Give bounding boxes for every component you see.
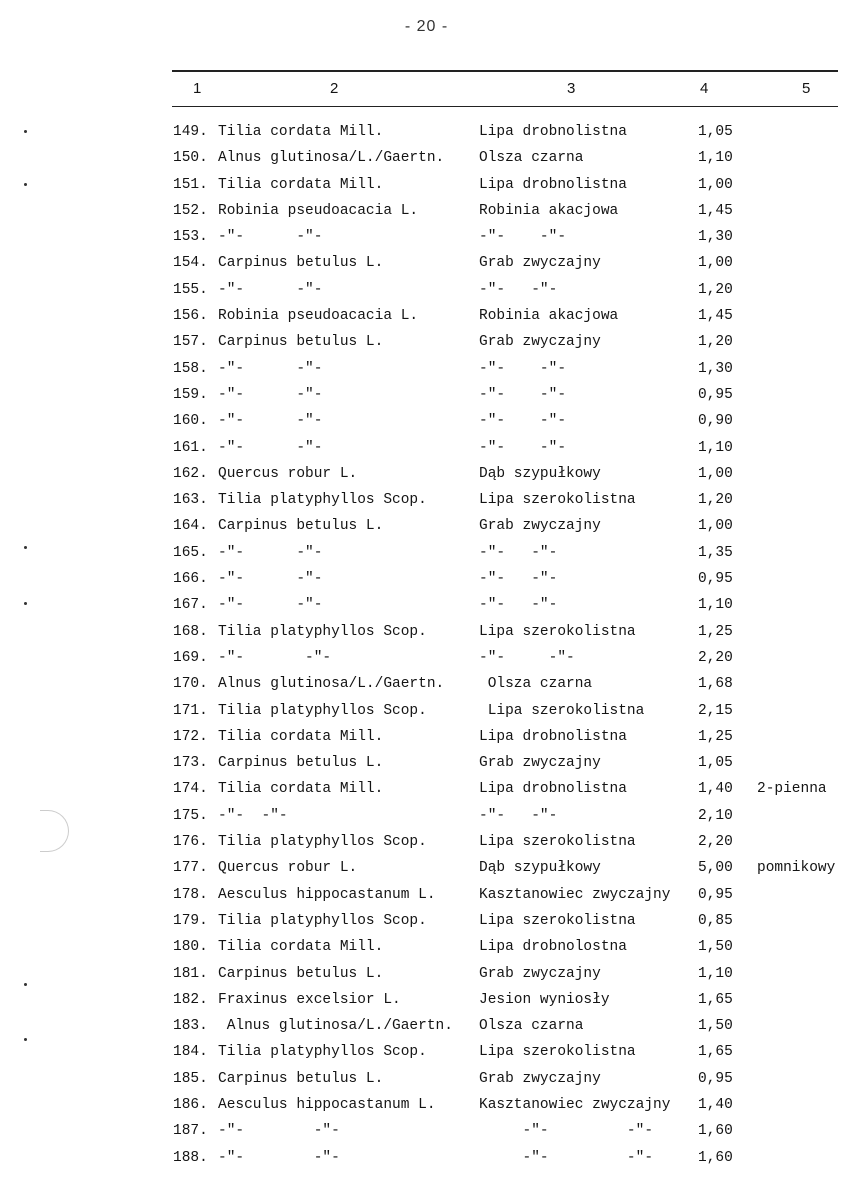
measurement-value: 1,40	[698, 1096, 733, 1113]
measurement-value: 2,20	[698, 649, 733, 666]
polish-name: Grab zwyczajny	[479, 965, 601, 982]
column-header-4: 4	[700, 80, 709, 97]
table-row	[0, 513, 853, 539]
measurement-value: 2,15	[698, 702, 733, 719]
table-row	[0, 435, 853, 461]
margin-mark	[24, 602, 27, 605]
latin-name: Tilia cordata Mill.	[218, 728, 384, 745]
table-row	[0, 119, 853, 145]
measurement-value: 0,95	[698, 886, 733, 903]
latin-name: Tilia cordata Mill.	[218, 781, 384, 798]
column-header-5: 5	[802, 80, 811, 97]
latin-name: Robinia pseudoacacia L.	[218, 308, 419, 325]
latin-name: Carpinus betulus L.	[218, 965, 384, 982]
polish-name: Robinia akacjowa	[479, 202, 619, 219]
row-number: 160.	[173, 413, 208, 430]
table-row	[0, 961, 853, 987]
polish-name: Kasztanowiec zwyczajny	[479, 1096, 671, 1113]
measurement-value: 1,30	[698, 360, 733, 377]
latin-name: Alnus glutinosa/L./Gaertn.	[218, 1018, 453, 1035]
row-number: 161.	[173, 439, 208, 456]
table-row	[0, 461, 853, 487]
measurement-value: 1,50	[698, 1018, 733, 1035]
row-number: 172.	[173, 728, 208, 745]
polish-name: -"- -"-	[479, 281, 558, 298]
table-row	[0, 224, 853, 250]
polish-name: -"- -"-	[479, 544, 558, 561]
row-note: pomnikowy	[757, 860, 836, 877]
table-row	[0, 1013, 853, 1039]
table-header	[0, 80, 853, 100]
measurement-value: 1,50	[698, 939, 733, 956]
row-number: 181.	[173, 965, 208, 982]
table-row	[0, 277, 853, 303]
row-number: 165.	[173, 544, 208, 561]
row-number: 177.	[173, 860, 208, 877]
row-number: 166.	[173, 571, 208, 588]
measurement-value: 0,90	[698, 413, 733, 430]
table-row	[0, 1145, 853, 1171]
row-number: 152.	[173, 202, 208, 219]
table-row	[0, 908, 853, 934]
row-number: 153.	[173, 229, 208, 246]
latin-name: -"- -"-	[218, 413, 323, 430]
latin-name: Tilia platyphyllos Scop.	[218, 834, 427, 851]
polish-name: -"- -"-	[479, 1123, 654, 1140]
measurement-value: 1,10	[698, 965, 733, 982]
margin-mark	[24, 183, 27, 186]
polish-name: -"- -"-	[479, 597, 558, 614]
margin-mark	[24, 130, 27, 133]
table-row	[0, 172, 853, 198]
row-number: 169.	[173, 649, 208, 666]
latin-name: Robinia pseudoacacia L.	[218, 202, 419, 219]
latin-name: -"- -"-	[218, 360, 323, 377]
row-number: 151.	[173, 176, 208, 193]
measurement-value: 2,20	[698, 834, 733, 851]
row-number: 154.	[173, 255, 208, 272]
latin-name: Tilia cordata Mill.	[218, 176, 384, 193]
row-note: 2-pienna	[757, 781, 827, 798]
measurement-value: 1,10	[698, 597, 733, 614]
polish-name: Grab zwyczajny	[479, 755, 601, 772]
polish-name: Lipa szerokolistna	[479, 492, 636, 509]
row-number: 182.	[173, 991, 208, 1008]
table-row	[0, 934, 853, 960]
table-row	[0, 724, 853, 750]
latin-name: Alnus glutinosa/L./Gaertn.	[218, 150, 445, 167]
table-row	[0, 987, 853, 1013]
latin-name: -"- -"-	[218, 281, 323, 298]
latin-name: Tilia cordata Mill.	[218, 939, 384, 956]
latin-name: Tilia cordata Mill.	[218, 124, 384, 140]
polish-name: -"- -"-	[479, 1149, 654, 1166]
table-row	[0, 329, 853, 355]
row-number: 156.	[173, 308, 208, 325]
measurement-value: 1,65	[698, 1044, 733, 1061]
latin-name: Alnus glutinosa/L./Gaertn.	[218, 676, 445, 693]
latin-name: -"- -"-	[218, 597, 323, 614]
row-number: 178.	[173, 886, 208, 903]
table-row	[0, 540, 853, 566]
measurement-value: 1,05	[698, 755, 733, 772]
page-number: - 20 -	[404, 18, 449, 35]
polish-name: Lipa drobnolistna	[479, 124, 627, 140]
polish-name: Lipa szerokolistna	[479, 912, 636, 929]
polish-name: -"- -"-	[479, 360, 567, 377]
polish-name: Olsza czarna	[479, 1018, 584, 1035]
row-number: 186.	[173, 1096, 208, 1113]
measurement-value: 1,00	[698, 176, 733, 193]
polish-name: Grab zwyczajny	[479, 255, 601, 272]
table-row	[0, 671, 853, 697]
latin-name: Quercus robur L.	[218, 860, 358, 877]
measurement-value: 5,00	[698, 860, 733, 877]
latin-name: Quercus robur L.	[218, 465, 358, 482]
polish-name: -"- -"-	[479, 807, 558, 824]
latin-name: -"- -"-	[218, 439, 323, 456]
measurement-value: 1,25	[698, 728, 733, 745]
row-number: 187.	[173, 1123, 208, 1140]
table-row	[0, 829, 853, 855]
measurement-value: 1,20	[698, 492, 733, 509]
latin-name: Tilia platyphyllos Scop.	[218, 912, 427, 929]
row-number: 171.	[173, 702, 208, 719]
table-row	[0, 645, 853, 671]
row-number: 183.	[173, 1018, 208, 1035]
row-number: 157.	[173, 334, 208, 351]
table-row	[0, 1092, 853, 1118]
latin-name: Tilia platyphyllos Scop.	[218, 1044, 427, 1061]
measurement-value: 1,60	[698, 1123, 733, 1140]
latin-name: Tilia platyphyllos Scop.	[218, 702, 427, 719]
latin-name: Aesculus hippocastanum L.	[218, 1096, 436, 1113]
measurement-value: 1,60	[698, 1149, 733, 1166]
polish-name: Grab zwyczajny	[479, 1070, 601, 1087]
table-row	[0, 1066, 853, 1092]
polish-name: -"- -"-	[479, 229, 567, 246]
measurement-value: 1,45	[698, 308, 733, 325]
table-row	[0, 1118, 853, 1144]
measurement-value: 1,00	[698, 255, 733, 272]
polish-name: Grab zwyczajny	[479, 334, 601, 351]
table-row	[0, 382, 853, 408]
polish-name: Lipa szerokolistna	[479, 834, 636, 851]
table-row	[0, 487, 853, 513]
latin-name: Carpinus betulus L.	[218, 1070, 384, 1087]
polish-name: -"- -"-	[479, 386, 567, 403]
measurement-value: 1,05	[698, 124, 733, 140]
table-row	[0, 250, 853, 276]
latin-name: -"- -"-	[218, 229, 323, 246]
table-row	[0, 566, 853, 592]
row-number: 149.	[173, 124, 208, 140]
row-number: 162.	[173, 465, 208, 482]
row-number: 179.	[173, 912, 208, 929]
row-number: 155.	[173, 281, 208, 298]
row-number: 159.	[173, 386, 208, 403]
row-number: 150.	[173, 150, 208, 167]
latin-name: Aesculus hippocastanum L.	[218, 886, 436, 903]
column-header-1: 1	[193, 80, 202, 97]
measurement-value: 1,65	[698, 991, 733, 1008]
row-number: 188.	[173, 1149, 208, 1166]
polish-name: Olsza czarna	[479, 676, 593, 693]
measurement-value: 0,95	[698, 1070, 733, 1087]
table-row	[0, 750, 853, 776]
table-row	[0, 408, 853, 434]
measurement-value: 1,35	[698, 544, 733, 561]
margin-mark	[24, 546, 27, 549]
polish-name: Olsza czarna	[479, 150, 584, 167]
table-row	[0, 1039, 853, 1065]
measurement-value: 0,95	[698, 386, 733, 403]
measurement-value: 1,68	[698, 676, 733, 693]
polish-name: Lipa szerokolistna	[479, 623, 636, 640]
measurement-value: 1,40	[698, 781, 733, 798]
measurement-value: 1,20	[698, 334, 733, 351]
latin-name: Fraxinus excelsior L.	[218, 991, 401, 1008]
table-row	[0, 882, 853, 908]
row-number: 184.	[173, 1044, 208, 1061]
row-number: 168.	[173, 623, 208, 640]
polish-name: Grab zwyczajny	[479, 518, 601, 535]
latin-name: Tilia platyphyllos Scop.	[218, 492, 427, 509]
polish-name: -"- -"-	[479, 439, 567, 456]
margin-mark	[24, 983, 27, 986]
measurement-value: 0,95	[698, 571, 733, 588]
table-row	[0, 145, 853, 171]
latin-name: -"- -"-	[218, 544, 323, 561]
table-header-rule	[172, 106, 838, 107]
polish-name: -"- -"-	[479, 571, 558, 588]
latin-name: Carpinus betulus L.	[218, 334, 384, 351]
row-number: 185.	[173, 1070, 208, 1087]
row-number: 164.	[173, 518, 208, 535]
polish-name: Dąb szypułkowy	[479, 465, 601, 482]
measurement-value: 1,20	[698, 281, 733, 298]
measurement-value: 1,30	[698, 229, 733, 246]
latin-name: Tilia platyphyllos Scop.	[218, 623, 427, 640]
measurement-value: 1,10	[698, 150, 733, 167]
row-number: 176.	[173, 834, 208, 851]
measurement-value: 2,10	[698, 807, 733, 824]
measurement-value: 1,00	[698, 518, 733, 535]
latin-name: Carpinus betulus L.	[218, 518, 384, 535]
latin-name: Carpinus betulus L.	[218, 255, 384, 272]
row-number: 173.	[173, 755, 208, 772]
table-top-rule	[172, 70, 838, 72]
table-row	[0, 356, 853, 382]
polish-name: Lipa drobnolistna	[479, 728, 627, 745]
latin-name: -"- -"-	[218, 386, 323, 403]
row-number: 174.	[173, 781, 208, 798]
table-row	[0, 619, 853, 645]
latin-name: -"- -"-	[218, 1123, 340, 1140]
polish-name: Lipa szerokolistna	[479, 1044, 636, 1061]
table-row	[0, 303, 853, 329]
measurement-value: 1,45	[698, 202, 733, 219]
latin-name: -"- -"-	[218, 571, 323, 588]
polish-name: Robinia akacjowa	[479, 308, 619, 325]
polish-name: Lipa drobnolostna	[479, 939, 627, 956]
polish-name: Dąb szypułkowy	[479, 860, 601, 877]
row-number: 180.	[173, 939, 208, 956]
latin-name: -"- -"-	[218, 1149, 340, 1166]
polish-name: -"- -"-	[479, 413, 567, 430]
polish-name: Lipa drobnolistna	[479, 781, 627, 798]
row-number: 167.	[173, 597, 208, 614]
measurement-value: 1,00	[698, 465, 733, 482]
table-row	[0, 698, 853, 724]
row-number: 163.	[173, 492, 208, 509]
polish-name: Lipa szerokolistna	[479, 702, 645, 719]
measurement-value: 1,25	[698, 623, 733, 640]
latin-name: -"- -"-	[218, 649, 332, 666]
margin-mark	[24, 1038, 27, 1041]
latin-name: Carpinus betulus L.	[218, 755, 384, 772]
table-row	[0, 776, 853, 802]
measurement-value: 1,10	[698, 439, 733, 456]
table-row	[0, 855, 853, 881]
polish-name: Kasztanowiec zwyczajny	[479, 886, 671, 903]
polish-name: Lipa drobnolistna	[479, 176, 627, 193]
latin-name: -"- -"-	[218, 807, 288, 824]
table-row	[0, 198, 853, 224]
table-body	[0, 119, 853, 1171]
row-number: 158.	[173, 360, 208, 377]
column-header-2: 2	[330, 80, 339, 97]
polish-name: Jesion wyniosły	[479, 991, 610, 1008]
measurement-value: 0,85	[698, 912, 733, 929]
column-header-3: 3	[567, 80, 576, 97]
table-row	[0, 803, 853, 829]
row-number: 170.	[173, 676, 208, 693]
polish-name: -"- -"-	[479, 649, 575, 666]
row-number: 175.	[173, 807, 208, 824]
table-row	[0, 592, 853, 618]
